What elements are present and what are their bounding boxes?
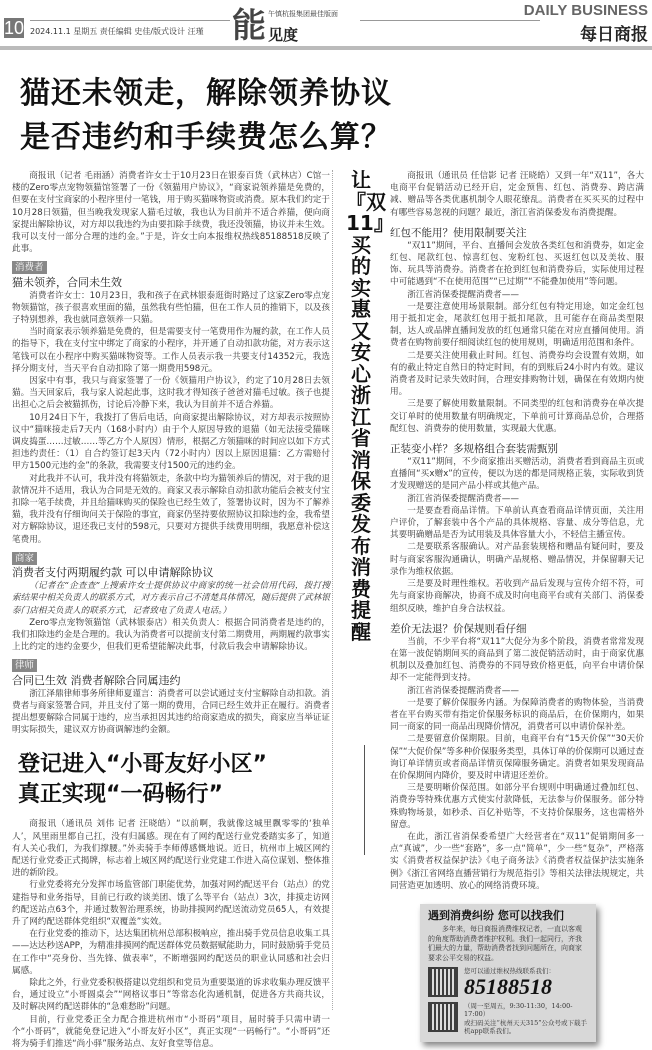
article1-headline (20, 72, 392, 160)
headline-line: 猫还未领走，解除领养协议 (20, 76, 392, 111)
follow-row (428, 1002, 588, 1036)
paragraph: 三是要及时理性维权。若收到产品后发现与宣传介绍不符，可先与商家协商解决，协商不成及时向电商平台或有关部门、消保委组织反映，维护自身合法权益。 (390, 579, 644, 614)
paragraph: 消费者许女士：10月23日，我和孩子在武林银泰逛街时路过了这家Zero零点宠物领猫馆，孩子很喜欢里面的猫，虽然我有些怕猫，但在工作人员的推销下，以及孩子特别想养，我也就同意领养一只猫。 (12, 290, 330, 326)
qr-code-icon[interactable] (428, 1002, 458, 1032)
article3-body (390, 170, 644, 1042)
article2-body (12, 818, 330, 1050)
page-header (0, 0, 652, 52)
hotline-number: 85188518 (464, 973, 552, 999)
contact-box (420, 904, 596, 1042)
headline-line: 登记进入“小哥友好小区” (18, 752, 267, 778)
paragraph: 在此，浙江省消保委希望广大经营者在“双11”促销期间多一点“真诚”，少一些“套路”，多一点“简单”，少一些“复杂”，严格落实《消费者权益保护法》《电子商务法》《消费者权益保护法实施条例》《浙江省网络直播营销行为规范指引》等相关法律法规规定，共同营造更加透明、放心的网络消费环境。 (390, 831, 644, 891)
headline-line: 是否违约和手续费怎么算？ (20, 120, 392, 155)
hotline-row (428, 967, 588, 998)
paragraph: 浙江省消保委提醒消费者—— (407, 493, 519, 504)
headline-line: 真正实现“一码畅行” (18, 782, 223, 808)
paragraph: 当时商家表示领养猫是免费的，但是需要支付一笔费用作为履约款，在工作人员的指导下，我在支付宝中绑定了商家的小程序，并开通了自动扣款功能，对方表示这笔钱可以在小程序中购买猫咪物资等。工作人员表示我一共要支付14352元，我选择分期支付，当天平台自动扣除了第一期费用598元。 (12, 327, 330, 374)
section-name: 见度 (268, 26, 299, 44)
paragraph: 商报讯（通讯员 刘伟 记者 汪晓皓）“以前啊，我就像这城里飘零零的‘独单人’，风里雨里都自己扛，没有归属感。现在有了网约配送行业党委踏实多了，知道有人关心我们，为我们撑腰。”外卖骑手李师傅感慨地说。近日，杭州市上城区网约配送行业党委正式揭牌，标志着上城区网约配送行业党建工作进入高位谋划、整体推进的新阶段。 (12, 819, 330, 879)
paragraph: 目前，行业党委正全力配合推进杭州市“小哥码”项目，届时骑手只需申请一个“小哥码”，就能免登记进入“小哥友好小区”，真正实现“一码畅行”。“小哥码”还将为骑手们推送“尚小驿”服务站点、友好食堂等信息。 (12, 1014, 330, 1049)
contact-hours-block (464, 1002, 588, 1036)
lead-paragraph: 商报讯（记者 毛雨涵）消费者许女士于10月23日在银泰百货（武林店）C馆一楼的Zero零点宠物领猫馆签署了一份《领猫用户协议》，“商家说领养猫是免费的，但要在支付宝商家的小程序里付一笔钱，用于购买猫咪物资或消费。原本我们约定于10月28日领猫，但当晚我发现家人猫毛过敏，我也认为目前并不适合养猫，便向商家提出解除协议，对方却以我违约为由要扣除手续费，我还没领猫，协议并未生效。我可以支付一部分合理的违约金。”于是，许女士向本报维权热线85188518反映了此事。 (12, 171, 330, 255)
paragraph: 当前，不少平台将“双11”大促分为多个阶段，消费者常常发现在第一波促销期间买的商品到了第二波促销活动时，由于商家优惠机制以及叠加红包、消费券的不同导致价格更低，向平台申请价保却不一定能得到支持。 (390, 636, 644, 684)
section-title: 红包不能用？使用限制要关注 (390, 226, 527, 239)
article3-vertical-headline: 让『双11』买的实惠又安心 浙江省消保委发布消费提醒 (346, 168, 394, 644)
header-rule (360, 20, 540, 21)
section-title: 差价无法退？价保规则看仔细 (390, 622, 527, 635)
brand-cn: 每日商报 (580, 25, 648, 45)
section-title: 消费者支付两期履约款 可以申请解除协议 (12, 566, 214, 580)
follow-instructions: 或扫码关注“杭州天天315”公众号或下载手机app联系我们。 (464, 1018, 588, 1036)
section-title: 猫未领养，合同未生效 (12, 275, 122, 289)
section-tag: 商家 (12, 552, 37, 565)
paragraph: 10月24日下午，我拨打了售后电话，向商家提出解除协议，对方却表示按照协议中“猫咪接走后7天内（168小时内）由于个人原因导致的退猫（如无法接受猫咪调皮捣蛋……过敏……等乙方个人原因）情形，根据乙方领猫咪的时间应以如下方式担违约责任：（1）自合约签订起3天内（72小时内）因以上原因退猫：乙方需赔付甲方1500元违约金”的条款，我需要支付1500元的违约金。 (12, 412, 330, 472)
section-title: 正装变小样？多规格组合套装需甄别 (390, 443, 558, 456)
left-column (12, 170, 330, 1050)
paragraph: 一是要查看商品详情。下单前认真查看商品详情页面，关注用户评价，了解套装中各个产品的具体规格、容量、成分等信息，尤其要明确赠品是否为试用装及具体容量大小，不轻信主播宣传。 (390, 505, 644, 541)
section-title: 合同已生效 消费者解除合同属违约 (12, 673, 181, 687)
article1-body (12, 170, 330, 736)
paragraph: 一是要注意使用场景限制。部分红包有特定用途，如定金红包用于抵扣定金，尾款红包用于抵扣尾款，且可能存在商品类型限制，达人或品牌直播间发放的红包通常只能在对应直播间使用。消费者在购物前要仔细阅读红包的使用规则，明确适用范围和条件。 (390, 301, 644, 349)
header-rule (30, 20, 230, 21)
paragraph: 二是要留意价保期限。目前，电商平台有“15天价保”“30天价保”“大促价保”等多种价保服务类型，具体订单的价保期可以通过查询订单详情页或者商品详情页保障服务确定。消费者如果发现商品在价保期间内降价，要及时申请退还差价。 (390, 734, 644, 781)
paragraph: 浙江省消保委提醒消费者—— (407, 685, 519, 696)
column-rule (364, 745, 365, 855)
paragraph: 二是要联系客服确认。对产品套装规格和赠品有疑问时，要及时与商家客服沟通确认，明确产品规格、赠品情况，并保留聊天记录作为维权依据。 (390, 542, 644, 577)
date-line: 2024.11.1 星期五 责任编辑 史佳/版式设计 汪瑾 (30, 27, 204, 36)
article2-headline (18, 750, 330, 810)
paragraph: 三是要明晰价保范围。如部分平台规则中明确通过叠加红包、消费券等特殊优惠方式使实付款降低，无法参与价保服务。部分特殊购物场景，如秒杀、百亿补贴等，不支持价保服务，这也需格外留意。 (390, 783, 644, 830)
section-tag: 律师 (12, 659, 37, 672)
paragraph: 对此我并不认可，我并没有将猫领走，条款中均为猫领养后的情况，对于我的退款情况并不适用，我认为合同是无效的。商家又表示解除自动扣款功能后会被支付宝扣除一笔手续费，并且给猫咪购买的保险也已经生效了，签署协议时，因为不了解养猫，我并没有仔细询问关于保险的事宜，商家仍坚持要依照协议扣除违约金，我希望对方解除协议，退还我已支付的598元，只要对方提供手续费用明细，我愿意补偿这笔费用。 (12, 473, 330, 545)
hotline-block (464, 967, 555, 998)
paragraph: 在行业党委的推动下，达达集团杭州总部积极响应，推出骑手党员信息收集工具——达达秒送APP，为精准排摸网约配送群体党员数据赋能助力，同时鼓励骑手党员在工作中“亮身份、当先锋、做表率”，不断增强网约配送员的职业认同感和社会归属感。 (12, 929, 330, 976)
header-bar (0, 46, 652, 50)
section-tag: 消费者 (12, 261, 47, 274)
paragraph: “双11”期间，不少商家推出买赠活动，消费者看到商品主页或直播间“买x赠x”的宣传，便以为送的都是同规格正装，实际收到货才发现赠送的是同产品小样或其他产品。 (390, 457, 644, 492)
contact-box-title: 遇到消费纠纷 您可以找我们 (428, 908, 564, 922)
paragraph: 一是要了解价保服务内涵。为保障消费者的购物体验，当消费者在平台购买带有指定价保服务标识的商品后，在价保期内，如果同一商家的同一商品出现降价情况，消费者可以申请价保补差。 (390, 697, 644, 733)
paragraph: 二是要关注使用截止时间。红包、消费券均会设置有效期，如有的截止特定自然日的特定时间，有的到账后24小时内有效。建议消费者及时记录失效时间，合理安排购物计划，确保在有效期内使用。 (390, 350, 644, 398)
column-divider (332, 170, 333, 1010)
paragraph: Zero零点宠物领猫馆（武林银泰店）相关负责人：根据合同消费者是违约的，我们扣除违约金是合理的。我认为消费者可以提前支付第二期费用，两期履约款事实上比约定的违约金要少，但我们更希望能解决此事，付款后我会申请解除协议。 (12, 617, 330, 653)
paragraph: 三是要了解使用数量限制。不同类型的红包和消费券在单次提交订单时的使用数量有明确规定，下单前可计算商品总价，合理搭配红包、消费券的使用数量，实现最大优惠。 (390, 399, 644, 434)
page-number: 10 (4, 18, 25, 38)
paragraph: 因家中有事，我只与商家签署了一份《领猫用户协议》，约定了10月28日去领猫。当天回家后，我与家人说起此事，这时我才得知孩子爸爸对猫毛过敏。孩子也提出担心之后会被猫抓伤，讨论后冷静下来，我认为目前并不适合养猫。 (12, 376, 330, 411)
brand-en: DAILY BUSINESS (523, 2, 648, 19)
lead-paragraph: 商报讯（通讯员 任信影 记者 汪晓皓）又到一年“双11”，各大电商平台促销活动已经开启，定金预售、红包、消费券、跨店满减、赠品等各类优惠机制令人眼花缭乱。消费者在买买买的过程中有哪些容易忽视的问题？最近，浙江省消保委发布消费提醒。 (390, 171, 644, 218)
paragraph: 浙江泽鼎律师事务所律师夏谨言：消费者可以尝试通过支付宝解除自动扣款。消费者与商家签署合同，并且支付了第一期的费用，合同已经生效并正在履行。消费者提出想要解除合同属于违约，应当承担因其违约给商家造成的损失，商家应当举证证明实际损失，建议双方协商调解违约金额。 (12, 688, 330, 736)
contact-hours: （周一至周五，9:30-11:30，14:00-17:00） (464, 1001, 573, 1019)
reporter-note: （记者在“企查查”上搜索许女士提供协议中商家的统一社会信用代码，拨打搜索结果中相关负责人的联系方式，对方表示自己不清楚具体情况，随后提供了武林银泰门店相关负责人的联系方式，记者致电了负责人电话。） (12, 581, 330, 616)
hotline-label: 您可以通过维权热线联系我们： (464, 967, 555, 976)
paragraph: 浙江省消保委提醒消费者—— (407, 289, 519, 300)
section-slogan: 午慎杭报集团最佳版面 (268, 10, 338, 18)
qr-code-icon[interactable] (428, 967, 458, 997)
paragraph: 除此之外，行业党委积极搭建以党组织和党员为重要渠道的诉求收集办理反馈平台，通过设立“小哥圆桌会”“网格议事日”等常态化沟通机制，促进各方共商共议，及时解决网约配送群体的“急难愁盼”问题。 (12, 977, 330, 1013)
section-char: 能 (232, 6, 266, 46)
paragraph: 行业党委将充分发挥市场监管部门职能优势，加强对网约配送平台（站点）的党建指导和业务指导，目前已行政约谈美团、饿了么等平台（站点）3次，排摸走访网约配送站点63个，并通过数智治理系统，协助排摸网约配送流动党员65人，有效提升了网约配送群体党组织“双覆盖”实效。 (12, 880, 330, 927)
contact-box-body: 多年来，每日商报消费维权记者，一直以客观的角度帮助消费者维护权利。我们一起同行，齐我们最大的力量，帮助消费者找到问题所在，向商家要求公平交易的权益。 (428, 925, 582, 962)
paragraph: “双11”期间，平台、直播间会发放各类红包和消费券，如定金红包、尾款红包、惊喜红包、宠粉红包、买返红包以及美妆、服饰、玩具等消费券。消费者在抢到红包和消费券后，实际使用过程中可能遇到“不在使用范围”“已过期”“不能叠加使用”等问题。 (390, 240, 644, 288)
